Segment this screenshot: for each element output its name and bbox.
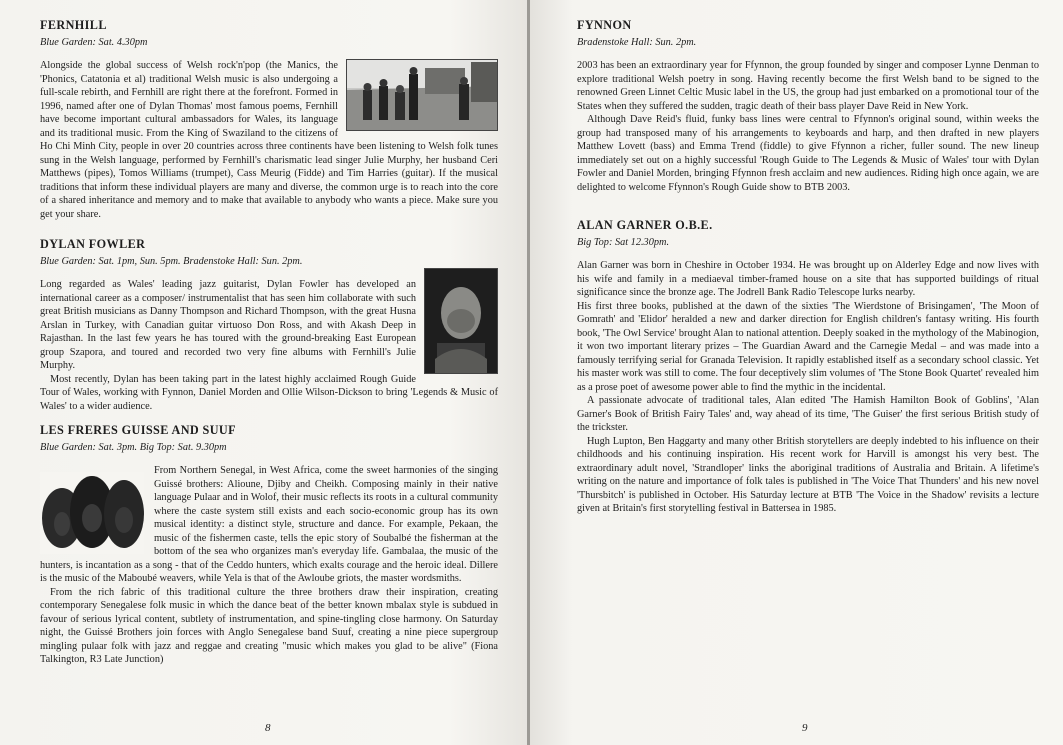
right-page: [530, 0, 1063, 745]
dylan-fowler-title: DYLAN FOWLER: [40, 237, 146, 251]
dylan-fowler-text-2: Most recently, Dylan has been taking part in the latest highly acclaimed Rough Guide Tour of Wales, working with Fynnon, Daniel Morden and Ollie Wilson-Dickson to bring 'Legends & Music of Wales' to a wider audience.: [40, 373, 498, 412]
freres-guisse-title: LES FRERES GUISSE AND SUUF: [40, 423, 236, 437]
alan-garner-title: ALAN GARNER O.B.E.: [577, 218, 713, 232]
right-page-number: 9: [802, 722, 808, 734]
freres-guisse-text-1: From Northern Senegal, in West Africa, come the sweet harmonies of the singing Guissé brothers: Alioune, Djiby and Cheikh. Composing mainly in their native language Pulaar and in Wolof, their music reflects its roots in a cultural community where the caste system still exists and each socio-economic group has its own musical identity: a distinct style, structure and dance. For example, Pekaan, the music of the fishermen caste, tells the epic story of Soubalbé the fisherman at the bottom of the sea who organizes man's everyday life. Gambalaa, the music of the hunters, is incantation as a song - that of the Ceddo hunters, which exalts courage and the heroic ideal. Dillere is the music of the Maboubé weavers, while Yela is that of the Awloube griots, the master wordsmiths.: [40, 465, 498, 584]
alan-garner-venue: Big Top: Sat 12.30pm.: [577, 237, 670, 248]
alan-garner-text-2: His first three books, published at the dawn of the sixties 'The Wierdstone of Brisingamen', 'The Moon of Gomrath' and 'Elidor' heralded a new and darker direction for English children's fantasy writing. His fourth book, 'The Owl Service' brought Alan to national attention. Deeply soaked in the mythology of the Mabinogion, it won two important literary prizes – The Guardian Award and the Carnegie Medal – and was made into a famously terrifying serial for Granada Television. It rapidly established itself as a secondary school classic. Yet his master work was still to come. The four deceptively slim volumes of 'The Stone Book Quartet' revealed him as a prose poet of awesome power able to find the mythic in the incidental.: [577, 300, 1039, 393]
left-page: [0, 0, 528, 745]
freres-guisse-text-2: From the rich fabric of this traditional culture the three brothers draw their inspiration, creating contemporary Senegalese folk music in which the dance beat of the better known mbalax style is subdued in favour of serious lyrical content, subtlety of instrumentation, and spine-tingling close harmony. On Saturday night, the Guissé Brothers join forces with Anglo Senegalese band Suuf, creating a nine piece supergroup mingling pulaar folk with jazz and reggae and creating "music which makes you glad to be alive" (Fiona Talkington, R3 Late Junction): [40, 586, 498, 665]
fernhill-photo-image: [347, 60, 497, 130]
dylan-fowler-venue: Blue Garden: Sat. 1pm, Sun. 5pm. Bradenstoke Hall: Sun. 2pm.: [40, 256, 303, 267]
left-page-number: 8: [265, 722, 271, 734]
dylan-fowler-photo-image: [425, 269, 497, 373]
right-column: [577, 18, 1039, 516]
left-column: [40, 18, 498, 667]
dylan-fowler-section: [40, 237, 498, 413]
fernhill-text: Alongside the global success of Welsh rock'n'pop (the Manics, the 'Phonics, Catatonia et al) traditional Welsh music is also undergoing a full-scale rebirth, and Fernhill are right there at the forefront. Formed in 1996, named after one of Dylan Thomas' most famous poems, Fernhill have become important cultural ambassadors for Wales, its language and its traditional music. From the King of Swaziland to the citizens of Ho Chi Minh City, people in over 20 countries across three continents have been listening to Welsh folk tunes sung in the Welsh language, performed by Fernhill's charismatic lead singer Julie Murphy, her husband Ceri Matthews (pipes), Tomos Williams (trumpet), Cass Meurig (Fidde) and Tim Harries (guitar). If the musical traditions that inform these individual players are many and diverse, the common urge is to reach into the core of a shared inheritance and memory and to make that available to anybody who wants a piece. Make sure you get your share.: [40, 60, 498, 220]
freres-guisse-section: [40, 423, 498, 667]
fynnon-text-2: Although Dave Reid's fluid, funky bass lines were central to Ffynnon's original sound, within weeks the group had transposed many of his arrangements to keyboards and harp, and then drafted in new players Matthew Lovett (bass) and Emma Trend (fiddle) to give Ffynnon a richer, fuller sound. The new lineup immediately set out on a highly successful 'Rough Guide to The Legends & Music of Wales' tour with Dylan Fowler and Daniel Morden, bringing Ffynnon fresh acclaim and new audiences. Riding high once again, we are delighted to welcome Ffynnon's Rough Guide show to BTB 2003.: [577, 114, 1039, 193]
fernhill-section: [40, 18, 498, 221]
freres-guisse-venue: Blue Garden: Sat. 3pm. Big Top: Sat. 9.30pm: [40, 442, 227, 453]
fernhill-band-photo: [346, 59, 498, 131]
fernhill-venue: Blue Garden: Sat. 4.30pm: [40, 37, 148, 48]
fynnon-section: [577, 18, 1039, 194]
alan-garner-text-1: Alan Garner was born in Cheshire in October 1934. He was brought up on Alderley Edge and now lives with his wife and family in a mediaeval timber-framed house on a site that has supported buildings of ritual significance since the bronze age. The Jodrell Bank Radio Telescope lurks nearby.: [577, 260, 1039, 298]
alan-garner-text-3: A passionate advocate of traditional tales, Alan edited 'The Hamish Hamilton Book of Goblins', 'Alan Garner's Book of British Fairy Tales' and, way ahead of its time, 'The Guiser' the first serious British study of the trickster.: [577, 395, 1039, 433]
freres-guisse-photo-image: [40, 472, 144, 554]
fernhill-title: FERNHILL: [40, 18, 107, 32]
fynnon-text-1: 2003 has been an extraordinary year for Ffynnon, the group founded by singer and composer Lynne Denman to explore traditional Welsh poetry in song. Having recently become the first Welsh band to be signed to the renowned Green Linnet Celtic Music label in the US, the group had just embarked on a promotional tour of the States when they suffered the sudden, tragic death of their bass player Dave Reid in New York.: [577, 60, 1039, 112]
alan-garner-text-4: Hugh Lupton, Ben Haggarty and many other British storytellers are deeply indebted to his influence on their childhoods and his continuing inspiration. His recent work for Harvill is amongst his very best. The extraordinary adult novel, 'Strandloper' links the aboriginal traditions of Australia and Britain. A lifetime's writing on the nature and importance of folk tales is published in 'The Voice That Thunders' and his new novel 'Thursbitch' is published in October. His Saturday lecture at BTB 'The Voice in the Shadow' revisits a lecture given at Britain's first storytelling festival in Battersea in 1985.: [577, 435, 1039, 514]
fynnon-venue: Bradenstoke Hall: Sun. 2pm.: [577, 37, 697, 48]
dylan-fowler-text-1: Long regarded as Wales' leading jazz guitarist, Dylan Fowler has developed an international career as a composer/ instrumentalist that has seen him collaborate with such great British musicians as Danny Thompson and Richard Thompson, with the great Husna Arslan in Turkey, with Canadian guitar virtuoso Don Ross, and with Akash Deep in Rajasthan. In the last few years he has toured with the ground-breaking East European group Szapora, and toured and recorded two very fine albums with Fernhill's Julie Murphy.: [40, 279, 416, 371]
dylan-fowler-photo: [424, 268, 498, 374]
alan-garner-section: [577, 218, 1039, 516]
fynnon-title: FYNNON: [577, 18, 632, 32]
freres-guisse-photo: [40, 472, 144, 554]
